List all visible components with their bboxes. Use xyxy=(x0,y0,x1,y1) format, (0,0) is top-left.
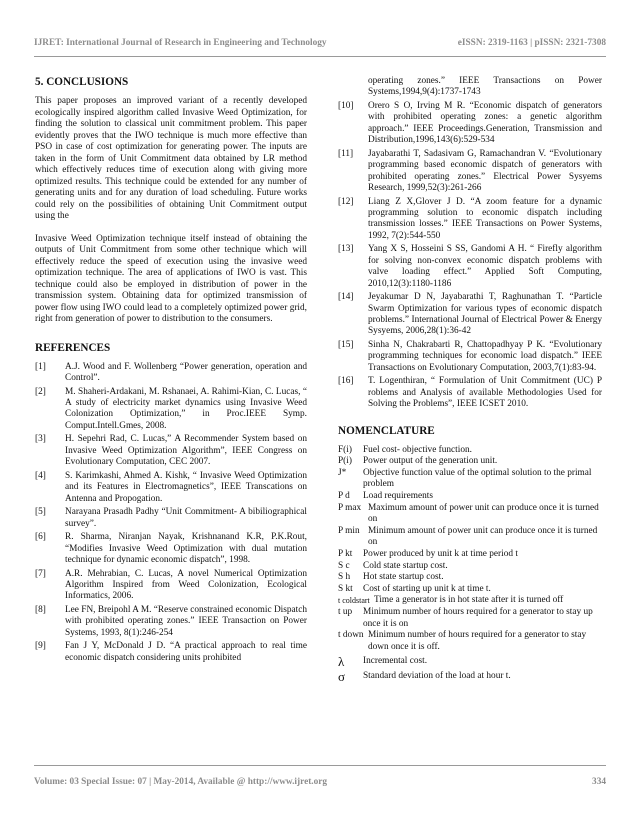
conclusions-paragraph-2: Invasive Weed Optimization technique itself instead of obtaining the outputs of Unit Commitment from some other technique which will effectively reduce the speed of execution using the invasive weed optimization technique. The area of applications of IWO is vast. This technique could also be employed in distribution of power in the transmission system. Obtaining data for optimized transmission of power flow using IWO could lead to a completely optimized power grid, right from generation of power to distribution to the consumers. xyxy=(35,233,307,324)
reference-item: [13] Yang X S, Hosseini S SS, Gandomi A H. “ Firefly algorithm for solving non-convex economic dispatch problems with valve loading effect.” Applied Soft Computing, 2010,12(3):1180-1186 xyxy=(338,244,602,289)
left-column xyxy=(35,76,307,666)
reference-item: [3] H. Sepehri Rad, C. Lucas,” A Recommender System based on Invasive Weed Optimization Algorithm”, IEEE Congress on Evolutionary Computation, CEC 2007. xyxy=(35,434,307,468)
nomenclature-item: t down Minimum number of hours required for a generator to stay down once it is off. xyxy=(338,630,587,652)
reference-item: [2] M. Shaheri-Ardakani, M. Rshanaei, A. Rahimi-Kian, C. Lucas, “ A study of electricity market dynamics using Invasive Weed Colonization Optimization,” in Proc.IEEE Symp. Comput.Intell.Gmes, 2008. xyxy=(35,386,307,431)
reference-item: [6] R. Sharma, Niranjan Nayak, Krishnanand K.R, P.K.Rout, “Modifies Invasive Weed Optimization with dual mutation technique for dynamic economic dispatch”, 1998. xyxy=(35,532,307,565)
right-column xyxy=(338,76,602,683)
nomenclature-item: P min Minimum amount of power unit can produce once it is turned on xyxy=(338,525,598,548)
journal-link[interactable]: http://www.ijret.org xyxy=(247,777,328,787)
volume-info: Volume: 03 Special Issue: 07 | May-2014, Available @ xyxy=(34,777,248,787)
conclusions-paragraph-1: This paper proposes an improved variant of a recently developed ecologically inspired algorithm called Invasive Weed Optimization, for finding the solution to classical unit commitment problem. This paper evidently proves that the IWO technique is much more effective than PSO in case of cost optimization for generating power. The inputs are taken in the form of Unit Commitment data obtained by LR method which effectively reduces time of execution along with giving more optimized results. This technique could be extended for any number of generating units and for any duration of load scheduling. Future works could rely on the possibilities of obtaining Unit Commitment output using the xyxy=(35,96,307,221)
nomenclature-item: P(i) Power output of the generation unit. xyxy=(338,456,498,467)
header-rule xyxy=(34,56,606,57)
nomenclature-item: t up Minimum number of hours required for a generator to stay up once it is on xyxy=(338,607,593,629)
nomenclature-heading: NOMENCLATURE xyxy=(338,424,435,437)
reference-item: [15] Sinha N, Chakrabarti R, Chattopadhyay P K. “Evolutionary programming techniques for economic load dispatch.” IEEE Transactions on Evolutionary Computation, 2003,7(1):83-94. xyxy=(338,340,602,373)
footer-rule xyxy=(34,765,606,766)
reference-item: [14] Jeyakumar D N, Jayabarathi T, Raghunathan T. “Particle Swarm Optimization for various types of economic dispatch problems.” International Journal of Electrical Power & Energy Sysyems, 2006,28(1):36-42 xyxy=(338,292,602,337)
reference-item: [16] T. Logenthiran, “ Formulation of Unit Commitment (UC) P roblems and Analysis of available Methodologies Used for Solving the Problems”, IEEE ICSET 2010. xyxy=(338,376,602,410)
reference-item: [11] Jayabarathi T, Sadasivam G, Ramachandran V. “Evolutionary programming based economic dispatch of generators with prohibited operating zones.” Electrical Power Sysyems Research, 1999,52(3):261-266 xyxy=(338,148,602,194)
nomenclature-item: P max Maximum amount of power unit can produce once it is turned on xyxy=(338,502,599,525)
page-number: 334 xyxy=(592,777,606,787)
reference-item: [1] A.J. Wood and F. Wollenberg “Power generation, operation and Control”. xyxy=(35,361,307,383)
references-heading: REFERENCES xyxy=(35,341,111,354)
reference-item: [12] Liang Z X,Glover J D. “A zoom feature for a dynamic programming solution to economic dispatch including transmission losses.” IEEE Transactions on Power Systems, 1992, 7(2):544-550 xyxy=(338,196,602,241)
reference-continuation: operating zones.” IEEE Transactions on Power Systems,1994,9(4):1737-1743 xyxy=(368,76,602,98)
nomenclature-item: S kt Cost of starting up unit k at time t. xyxy=(338,583,491,594)
reference-item: [5] Narayana Prasadh Padhy “Unit Commitment- A bibiliographical survey”. xyxy=(35,507,307,529)
nomenclature-item: P kt Power produced by unit k at time period t xyxy=(338,549,518,560)
nomenclature-item: t coldstart Time a generator is in hot state after it is turned off xyxy=(338,595,564,606)
nomenclature-item: F(i) Fuel cost- objective function. xyxy=(338,444,472,455)
nomenclature-item: S c Cold state startup cost. xyxy=(338,560,448,571)
nomenclature-item: P d Load requirements xyxy=(338,491,433,502)
references-list-left xyxy=(35,362,307,665)
nomenclature-item: J* Objective function value of the optimal solution to the primal problem xyxy=(338,467,592,490)
conclusions-heading: 5. CONCLUSIONS xyxy=(35,76,129,88)
nomenclature-item: σ Standard deviation of the load at hour t. xyxy=(338,668,511,684)
nomenclature-item: S h Hot state startup cost. xyxy=(338,572,444,583)
journal-title: IJRET: International Journal of Research in Engineering and Technology xyxy=(34,38,327,48)
nomenclature-list xyxy=(338,445,602,683)
reference-item: [7] A.R. Mehrabian, C. Lucas, A novel Numerical Optimization Algorithm Inspired from Weed Colonization, Ecological Informatics, 2006. xyxy=(35,568,307,602)
reference-item: [4] S. Karimkashi, Ahmed A. Kishk, “ Invasive Weed Optimization and its Features in Electromagnetics”, IEEE Transcations on Antenna and Propogation. xyxy=(35,470,307,504)
reference-item: [9] Fan J Y, McDonald J D. “A practical approach to real time economic dispatch considering units prohibited xyxy=(35,641,307,663)
reference-item: [8] Lee FN, Breipohl A M. “Reserve constrained economic Dispatch with prohibited operating zones.” IEEE Transaction on Power Systems, 1993, 8(1):246-254 xyxy=(35,604,307,638)
issn: eISSN: 2319-1163 | pISSN: 2321-7308 xyxy=(457,38,606,48)
nomenclature-item: λ Incremental cost. xyxy=(338,654,428,670)
reference-item: [10] Orero S O, Irving M R. “Economic dispatch of generators with prohibited operating zones: a genetic algorithm approach.” IEEE Proceedings.Generation, Transmission and Distribution,1996,143(6):529-534 xyxy=(338,101,602,146)
